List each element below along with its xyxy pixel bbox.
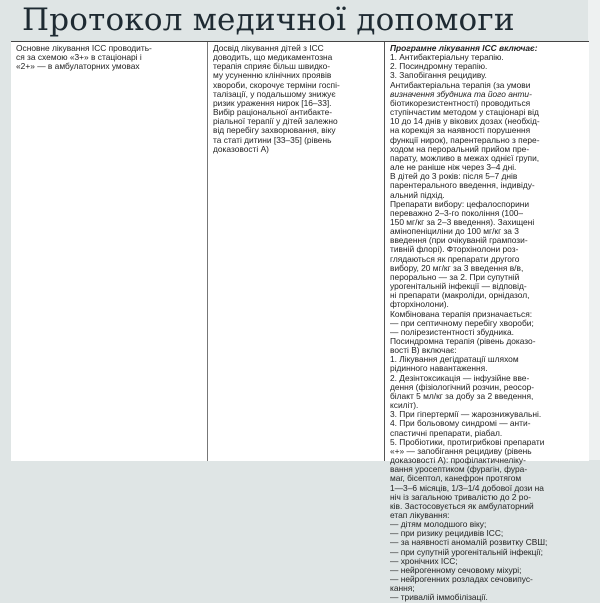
text-line: — дітям молодшого віку; (390, 519, 487, 530)
text-line: кання; (390, 583, 415, 594)
text-line: ріальної терапії у дітей залежно (213, 116, 338, 127)
column-heading: Програмне лікування ІСС включає: (390, 43, 538, 53)
text-line: ступінчастим методом у стаціонарі від (390, 107, 539, 118)
text-line: ходом на пероральний прийом пре- (390, 143, 530, 154)
slide-right-strip (588, 0, 600, 460)
protocol-table (11, 41, 589, 603)
text-line: дення (фізіологічний розчин, реосор- (390, 381, 535, 392)
text-line: перорально — за 2. При супутній (390, 271, 520, 282)
text-line: 2. Посиндромну терапію. (390, 61, 488, 72)
text-line: Досвід лікування дітей з ІСС (213, 43, 324, 53)
text-line: му усуненню клінічних проявів (213, 70, 332, 81)
text-line: — за наявності аномалій розвитку СВШ; (390, 537, 548, 548)
text-line: вибору, 20 мг/кг за 3 введення в/в, (390, 262, 524, 273)
text-line: 10 до 14 днів у вікових дозах (необхід- (390, 116, 540, 127)
text-line: фторхінолони). (390, 299, 449, 310)
program-treatment-lines (390, 53, 585, 602)
text-line: введення (при очікуваній грампози- (390, 235, 528, 246)
text-line: маг, бісептол, канефрон протягом (390, 473, 522, 484)
text-line: 1. Антибактеріальну терапію. (390, 52, 504, 63)
text-line: ся за схемою «3+» в стаціонарі і (16, 52, 142, 63)
text-line: урогенітальній інфекції — відповід- (390, 281, 527, 292)
text-line: рідинного навантаження. (390, 363, 488, 374)
text-line: на корекція за наявності порушення (390, 125, 531, 136)
text-line: парентерального введення, індивіду- (390, 180, 535, 191)
text-line: від перебігу захворювання, віку (213, 125, 336, 136)
slide-title: Протокол медичної допомоги (22, 2, 515, 38)
text-line: визначення збудника та його анти- (390, 88, 532, 99)
text-line: — при супутній урогенітальній інфекції; (390, 546, 543, 557)
text-line: Посиндромна терапія (рівень доказо- (390, 336, 536, 346)
text-line: — хронічних ІСС; (390, 555, 458, 566)
text-line: біотикорезистентності) проводиться (390, 97, 531, 108)
text-line: ксиліт). (390, 400, 419, 411)
text-line: — полірезистентності збудника. (390, 326, 514, 337)
text-line: — при ризику рецидивів ІСС; (390, 528, 504, 539)
text-line: 3. При гіпертермії — жарознижувальні. (390, 409, 542, 420)
text-line: 3. Запобігання рецидиву. (390, 70, 487, 81)
text-line: переважно 2–3-го покоління (100– (390, 207, 524, 218)
text-line: — нейрогенних розладах сечовипус- (390, 574, 533, 585)
text-line: Комбінована терапія призначається: (390, 308, 533, 319)
text-line: «+» — запобігання рецидиву (рівень (390, 445, 532, 456)
text-line: «2+» — в амбулаторних умовах (16, 61, 140, 72)
text-line: ніч із загальною тривалістю до 2 ро- (390, 491, 531, 502)
text-line: 1—3–6 місяців, 1/3–1/4 добової дози на (390, 482, 544, 493)
text-line: Препарати вибору: цефалоспорини (390, 198, 530, 209)
text-line: парату, можливо в межах однієї групи, (390, 152, 540, 163)
text-line: та статі дитини [33–35] (рівень (213, 134, 332, 145)
column-program-treatment (385, 42, 589, 603)
text-line: — тривалій іммобілізації. (390, 592, 488, 603)
text-line: доказовості А): профілактичнеліку- (390, 455, 526, 466)
text-line: В дітей до 3 років: після 5–7 днів (390, 171, 518, 182)
text-line: 1. Лікування дегідратації шляхом (390, 354, 519, 365)
text-line: хвороби, скорочує терміни госпі- (213, 79, 340, 90)
text-line: — нейрогенному сечовому міхурі; (390, 564, 522, 575)
text-line: Основне лікування ІСС проводить- (16, 43, 152, 53)
text-line: вості В) включає: (390, 345, 457, 356)
text-line: етап лікування: (390, 509, 450, 520)
text-line: але не раніше ніж через 3–4 дні. (390, 162, 517, 173)
text-line: ризик ураження нирок [16–33]. (213, 97, 332, 108)
text-line: білакт 5 мл/кг за добу за 2 введення, (390, 390, 534, 401)
column-main-treatment (11, 42, 207, 461)
text-line: 2. Дезінтоксикація — інфузійне вве- (390, 372, 530, 383)
text-line: талізації, у подальшому знижує (213, 88, 336, 99)
text-line: спастичні препарати, ріабал. (390, 427, 503, 438)
text-line: 150 мг/кг за 2–3 введення). Захищені (390, 216, 535, 227)
column-experience (207, 42, 385, 461)
text-line: ків. Застосовується як амбулаторний (390, 500, 534, 511)
text-line: вання уросептиком (фурагін, фура- (390, 464, 528, 475)
text-line: Вибір раціональної антибакте- (213, 107, 333, 118)
text-line: глядаються як препарати другого (390, 253, 520, 264)
text-line: альний підхід. (390, 189, 445, 200)
text-line: амінопеніциліни до 100 мг/кг за 3 (390, 226, 519, 237)
text-line: терапія сприяє більш швидко- (213, 61, 331, 72)
text-line: тивній флорі). Фторхінолони роз- (390, 244, 519, 255)
text-line: — при септичному перебігу хвороби; (390, 317, 534, 328)
text-line: функції нирок), парентерально з пере- (390, 134, 540, 145)
text-line: 4. При больовому синдромі — анти- (390, 418, 531, 429)
text-line: Антибактеріальна терапія (за умови (390, 79, 531, 90)
text-line: 5. Пробіотики, протигрибкові препарати (390, 436, 545, 447)
text-line: доказовості А) (213, 143, 269, 154)
text-line: доводить, що медикаментозна (213, 52, 333, 63)
text-line: ні препарати (макроліди, орнідазол, (390, 290, 530, 301)
